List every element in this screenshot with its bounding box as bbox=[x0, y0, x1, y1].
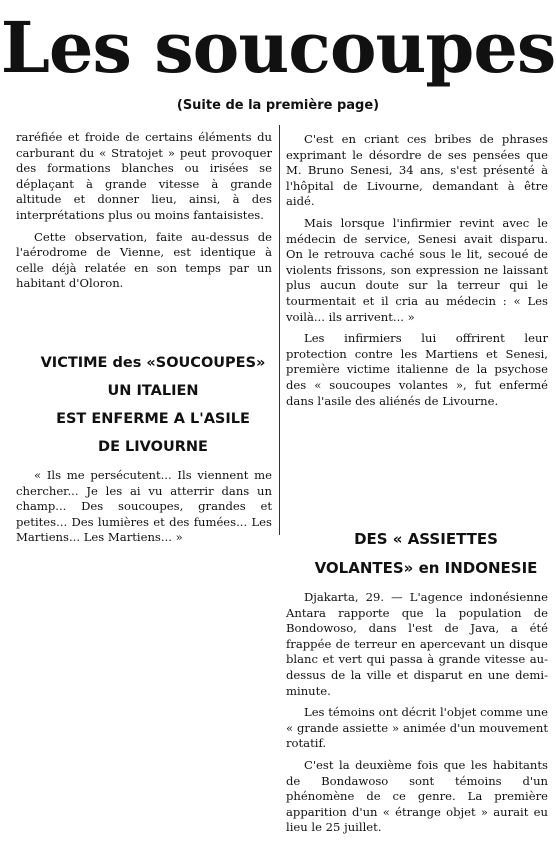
subhead: (Suite de la première page) bbox=[176, 98, 380, 113]
paragraph: Les infirmiers lui offrirent leur protection contre les Martiens et Senesi, première victime italienne de la psychose des « soucoupes volantes », fut enfermé dans l'asile des aliénés de Livourne. bbox=[286, 331, 548, 408]
paragraph: Cette observation, faite au-dessus de l'aérodrome de Vienne, est identique à celle déjà relatée en son temps par un habitant d'Oloron. bbox=[16, 229, 272, 291]
indonesie-article bbox=[286, 528, 548, 836]
section-heading-line: UN ITALIEN bbox=[107, 383, 199, 399]
paragraph: C'est en criant ces bribes de phrases exprimant le désordre de ses pensées que M. Bruno Senesi, 34 ans, s'est présenté à l'hôpital de Livourne, demandant à être aidé. bbox=[286, 132, 548, 209]
paragraph: Mais lorsque l'infirmier revint avec le médecin de service, Senesi avait disparu. On le retrouva caché sous le lit, secoué de violents frissons, son expression ne laissant plus aucun doute sur la terreur qui le tourmentait et il cria au médecin : « Les voilà... ils arrivent... » bbox=[286, 215, 548, 324]
italien-article-start bbox=[16, 352, 272, 546]
headline: Les soucoupes bbox=[0, 6, 556, 89]
section-heading-line: DE LIVOURNE bbox=[98, 439, 208, 455]
section-heading-line: EST ENFERME A L'ASILE bbox=[56, 411, 250, 427]
paragraph: C'est la deuxième fois que les habitants de Bondawoso sont témoins d'un phénomène de ce genre. La première apparition d'un « étrange objet » aurait eu lieu le 25 juillet. bbox=[286, 757, 548, 835]
section-heading-line: VOLANTES» en INDONESIE bbox=[314, 559, 538, 577]
paragraph: Djakarta, 29. — L'agence indonésienne Antara rapporte que la population de Bondowoso, dans l'est de Java, a été frappée de terreur en apercevant un disque blanc et vert qui passa à grande vitesse au-dessus de la ville et disparut en une demi-minute. bbox=[286, 590, 548, 698]
paragraph: « Ils me persécutent... Ils viennent me chercher... Je les ai vu atterrir dans un champ... Des soucoupes, grandes et petites... Des lumières et des fumées... Les Martiens... Les Martiens... » bbox=[16, 468, 272, 545]
section-heading-line: VICTIME des «SOUCOUPES» bbox=[40, 355, 266, 371]
column-divider bbox=[279, 125, 280, 535]
italien-article-continued bbox=[286, 132, 548, 409]
section-heading-line: DES « ASSIETTES bbox=[354, 530, 498, 548]
paragraph: raréfiée et froide de certains éléments du carburant du « Stratojet » peut provoquer des formations blanches ou irisées se déplaçant à grande vitesse à grande altitude et donner lieu, ainsi, à des interprétations plus ou moins fantaisistes. bbox=[16, 130, 272, 222]
left-column-text bbox=[16, 130, 272, 292]
paragraph: Les témoins ont décrit l'objet comme une « grande assiette » animée d'un mouvement rotatif. bbox=[286, 705, 548, 751]
